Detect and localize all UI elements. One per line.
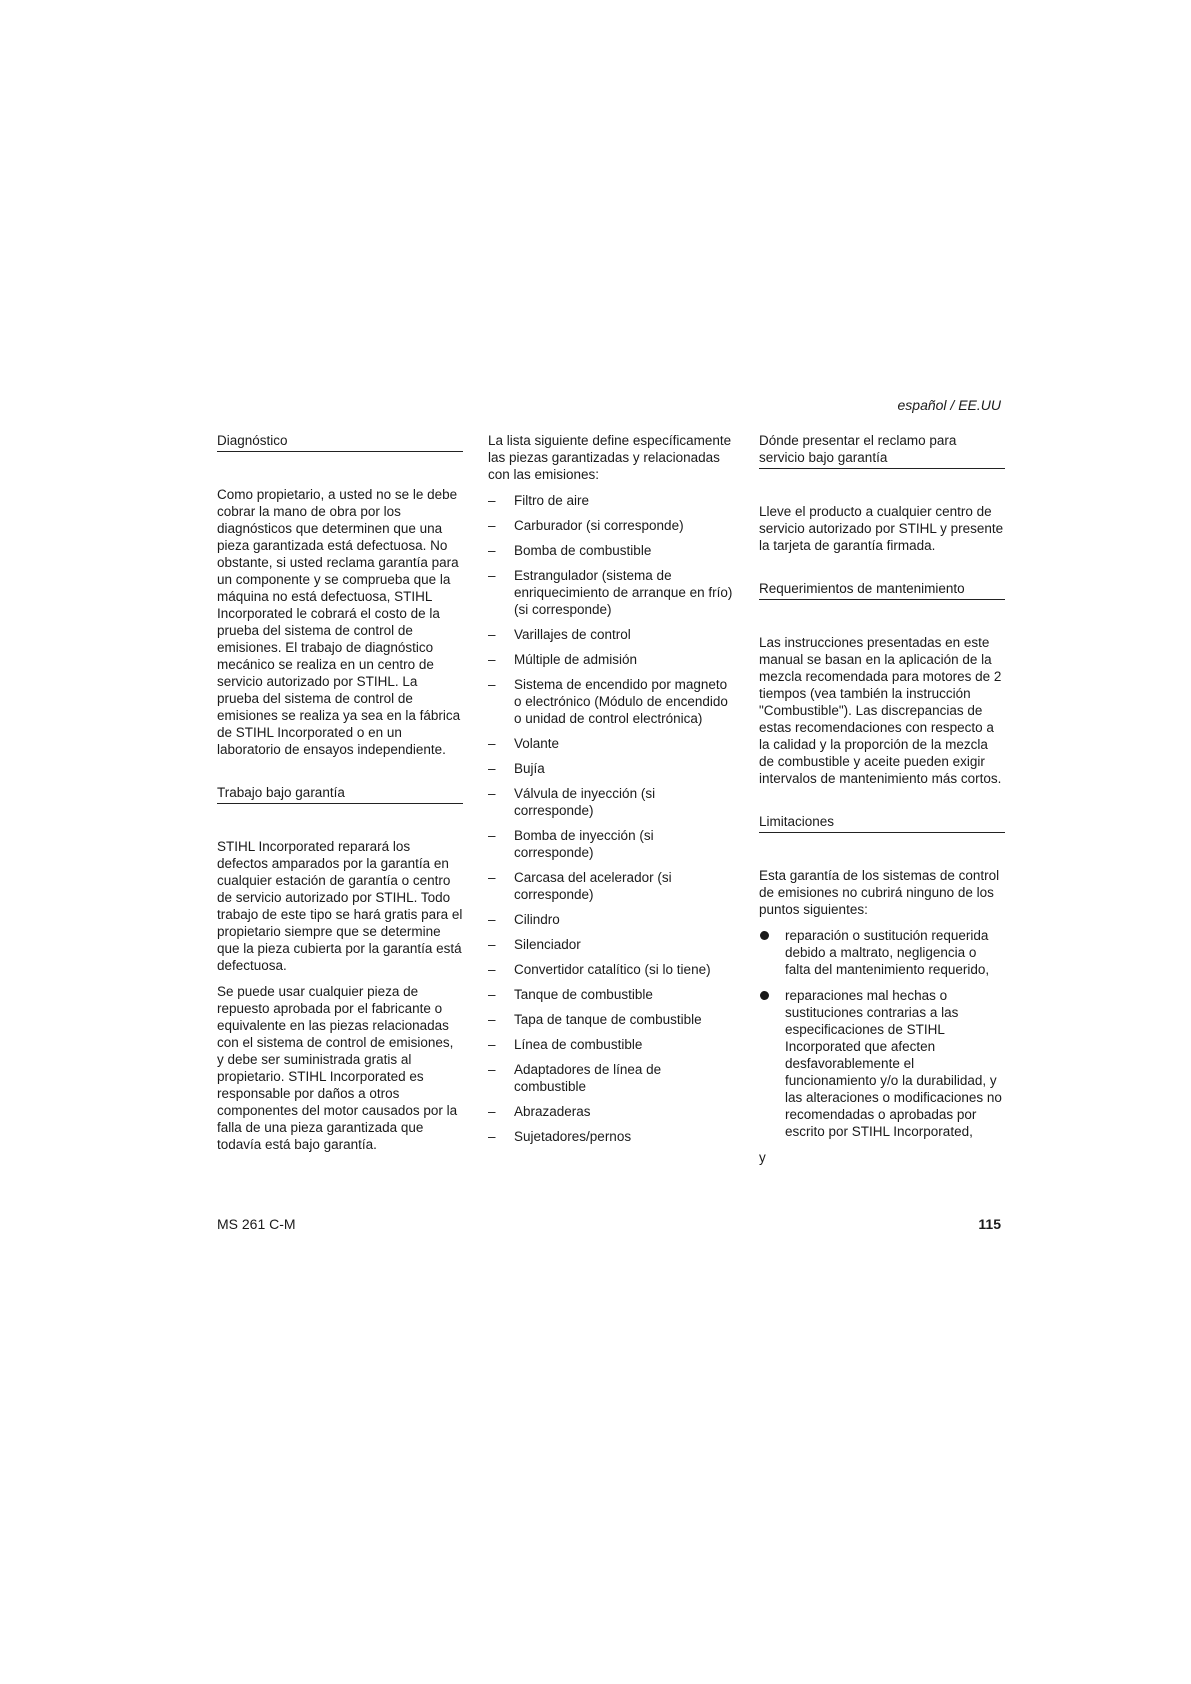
list-item: – Silenciador — [488, 936, 736, 953]
list-item: – Tanque de combustible — [488, 986, 736, 1003]
heading-donde-reclamo: Dónde presentar el reclamo para servicio bajo garantía — [759, 432, 1005, 469]
heading-trabajo-garantia: Trabajo bajo garantía — [217, 784, 463, 804]
page-number: 115 — [978, 1216, 1001, 1232]
list-item: – Bujía — [488, 760, 736, 777]
list-item: – Varillajes de control — [488, 626, 736, 643]
heading-mantenimiento: Requerimientos de mantenimiento — [759, 580, 1005, 600]
bullet-icon — [760, 931, 769, 940]
list-item: – Estrangulador (sistema de enriquecimiento de arranque en frío) (si corresponde) — [488, 567, 736, 618]
list-item: – Carcasa del acelerador (si corresponde) — [488, 869, 736, 903]
list-item — [759, 927, 1005, 978]
list-item: – Sujetadores/pernos — [488, 1128, 736, 1145]
language-label: español / EE.UU — [897, 397, 1001, 413]
list-item: – Tapa de tanque de combustible — [488, 1011, 736, 1028]
heading-diagnostico: Diagnóstico — [217, 432, 463, 452]
limitaciones-paragraph: Esta garantía de los sistemas de control de emisiones no cubrirá ninguno de los puntos siguientes: — [759, 868, 1000, 917]
list-item: – Sistema de encendido por magneto o electrónico (Módulo de encendido o unidad de control electrónica) — [488, 676, 736, 727]
list-item: – Línea de combustible — [488, 1036, 736, 1053]
parts-list — [488, 492, 736, 1145]
trailing-conjunction: y — [759, 1150, 766, 1165]
list-item: – Bomba de combustible — [488, 542, 736, 559]
list-item: – Abrazaderas — [488, 1103, 736, 1120]
model-label: MS 261 C-M — [217, 1216, 296, 1232]
list-item: – Convertidor catalítico (si lo tiene) — [488, 961, 736, 978]
trabajo-paragraph-2: Se puede usar cualquier pieza de repuesto aprobada por el fabricante o equivalente en las piezas relacionadas con el sistema de control de emisiones, y debe ser suministrada gratis al propietario. STIHL Incorporated es responsable por daños a otros componentes del motor causados por la falla de una pieza garantizada que todavía está bajo garantía. — [217, 984, 458, 1152]
bullet-icon — [760, 991, 769, 1000]
donde-reclamo-paragraph: Lleve el producto a cualquier centro de servicio autorizado por STIHL y presente la tarjeta de garantía firmada. — [759, 504, 1004, 553]
list-item: – Múltiple de admisión — [488, 651, 736, 668]
trabajo-paragraph-1: STIHL Incorporated reparará los defectos amparados por la garantía en cualquier estación de garantía o centro de servicio autorizado por STIHL. Todo trabajo de este tipo se hará gratis para el propietario siempre que se determine que la pieza cubierta por la garantía está defectuosa. — [217, 839, 463, 973]
column-left — [217, 432, 463, 1162]
list-item — [759, 987, 1005, 1140]
list-item: – Bomba de inyección (si corresponde) — [488, 827, 736, 861]
list-item: – Carburador (si corresponde) — [488, 517, 736, 534]
list-item: – Válvula de inyección (si corresponde) — [488, 785, 736, 819]
parts-list-intro: La lista siguiente define específicamente las piezas garantizadas y relacionadas con las emisiones: — [488, 433, 732, 482]
column-middle — [488, 432, 736, 1153]
diagnostico-paragraph: Como propietario, a usted no se le debe cobrar la mano de obra por los diagnósticos que determinen que una pieza garantizada está defectuosa. No obstante, si usted reclama garantía para un componente y se comprueba que la máquina no está defectuosa, STIHL Incorporated le cobrará el costo de la prueba del sistema de control de emisiones. El trabajo de diagnóstico mecánico se realiza en un centro de servicio autorizado por STIHL. La prueba del sistema de control de emisiones se realiza ya sea en la fábrica de STIHL Incorporated o en un laboratorio de ensayos independiente. — [217, 487, 461, 757]
mantenimiento-paragraph: Las instrucciones presentadas en este manual se basan en la aplicación de la mezcla recomendada para motores de 2 tiempos (vea también la instrucción "Combustible"). Las discrepancias de estas recomendaciones con respecto a la calidad y la proporción de la mezcla de combustible y aceite pueden exigir intervalos de mantenimiento más cortos. — [759, 635, 1002, 786]
bullet-text: reparación o sustitución requerida debido a maltrato, negligencia o falta del mantenimiento requerido, — [785, 928, 990, 977]
list-item: – Adaptadores de línea de combustible — [488, 1061, 736, 1095]
list-item: – Cilindro — [488, 911, 736, 928]
limitaciones-list — [759, 927, 1005, 1140]
list-item: – Filtro de aire — [488, 492, 736, 509]
heading-limitaciones: Limitaciones — [759, 813, 1005, 833]
list-item: – Volante — [488, 735, 736, 752]
column-right — [759, 432, 1005, 1175]
bullet-text: reparaciones mal hechas o sustituciones contrarias a las especificaciones de STIHL Incorporated que afecten desfavorablemente el funcionamiento y/o la durabilidad, y las alteraciones o modificaciones no recomendadas o aprobadas por escrito por STIHL Incorporated, — [785, 988, 1002, 1139]
